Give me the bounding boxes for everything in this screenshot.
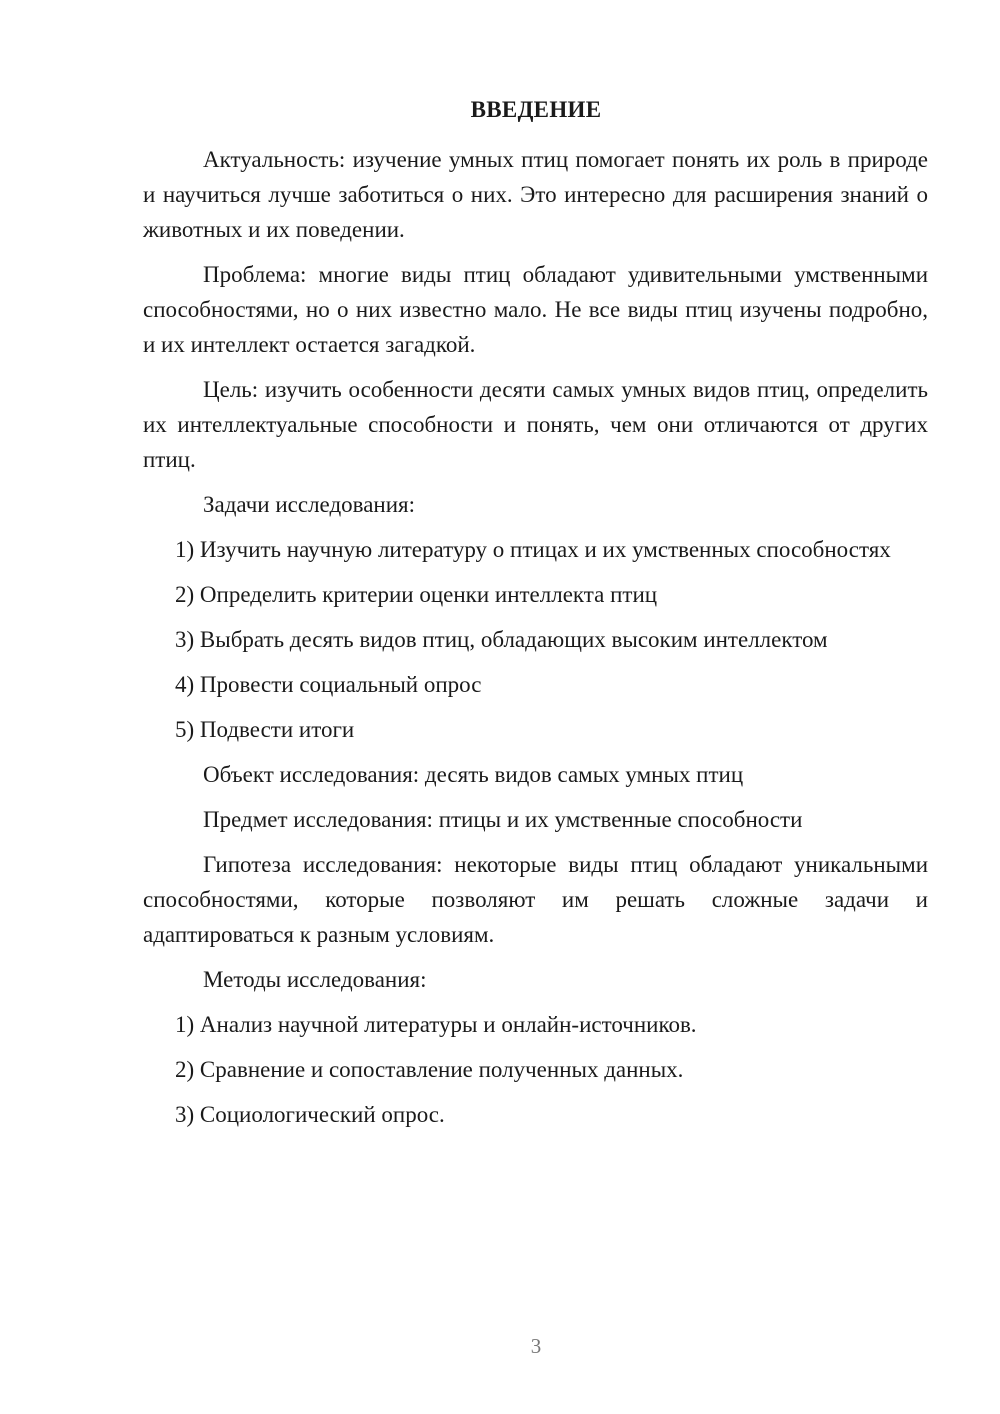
task-item: 5) Подвести итоги <box>175 717 355 742</box>
section-heading: ВВЕДЕНИЕ <box>470 97 602 122</box>
method-item: 1) Анализ научной литературы и онлайн-источников. <box>175 1012 697 1037</box>
task-item: 3) Выбрать десять видов птиц, обладающих высоким интеллектом <box>175 627 828 652</box>
page-number: 3 <box>530 1334 542 1358</box>
task-item: 1) Изучить научную литературу о птицах и их умственных способностях <box>175 537 891 562</box>
tasks-intro: Задачи исследования: <box>203 492 416 517</box>
page-content <box>143 142 928 1142</box>
task-item: 2) Определить критерии оценки интеллекта птиц <box>175 582 658 607</box>
hypothesis-paragraph: Гипотеза исследования: некоторые виды птиц обладают уникальными способностями, которые позволяют им решать сложные задачи и адаптироваться к разным условиям. <box>143 852 928 947</box>
relevance-paragraph: Актуальность: изучение умных птиц помогает понять их роль в природе и научиться лучше заботиться о них. Это интересно для расширения знаний о животных и их поведении. <box>143 147 928 242</box>
method-item: 3) Социологический опрос. <box>175 1102 445 1127</box>
problem-paragraph: Проблема: многие виды птиц обладают удивительными умственными способностями, но о них известно мало. Не все виды птиц изучены подробно, и их интеллект остается загадкой. <box>143 262 928 357</box>
subject-paragraph: Предмет исследования: птицы и их умственные способности <box>203 807 803 832</box>
object-paragraph: Объект исследования: десять видов самых умных птиц <box>203 762 744 787</box>
method-item: 2) Сравнение и сопоставление полученных данных. <box>175 1057 684 1082</box>
task-item: 4) Провести социальный опрос <box>175 672 482 697</box>
goal-paragraph: Цель: изучить особенности десяти самых умных видов птиц, определить их интеллектуальные способности и понять, чем они отличаются от других птиц. <box>143 377 928 472</box>
methods-intro: Методы исследования: <box>203 967 427 992</box>
